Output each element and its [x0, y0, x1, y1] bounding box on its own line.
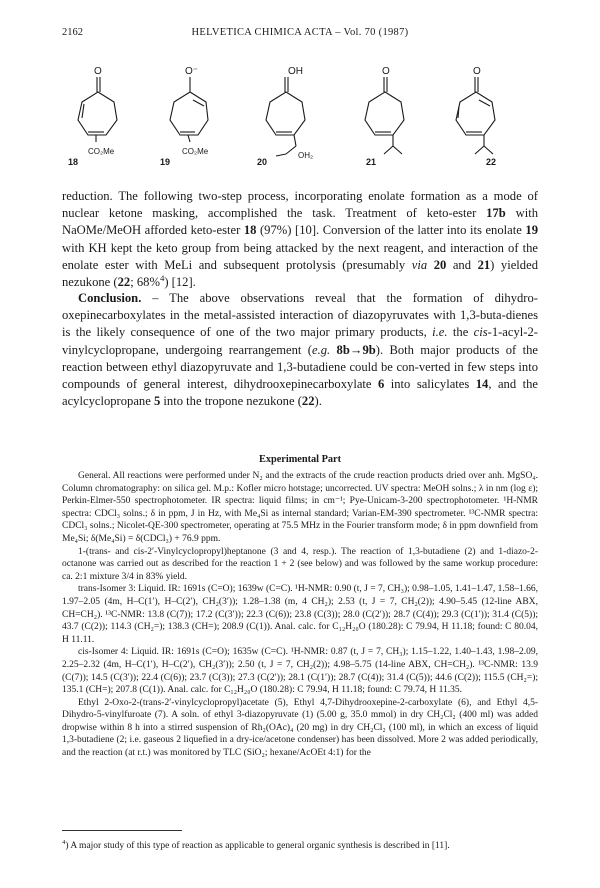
structure-21: [365, 66, 404, 167]
footnote-divider: [62, 830, 182, 831]
compound-ref: 18: [243, 223, 257, 238]
structure-18: [68, 66, 117, 167]
compound-ref: 6: [377, 377, 385, 392]
structure-20-top-label: OH: [288, 66, 303, 77]
page-number: 2162: [62, 27, 83, 38]
text: ; 68%: [130, 275, 160, 290]
compound-ref: 22: [301, 394, 315, 409]
text: ) [12].: [164, 275, 196, 290]
structure-19-number: 19: [160, 157, 171, 167]
section-heading: Conclusion.: [78, 291, 142, 305]
structure-21-number: 21: [366, 157, 377, 167]
paragraph-reduction: [62, 188, 538, 291]
footnote-text: ) A major study of this type of reaction as applicable to general organic synthesis is described in [11].: [65, 841, 450, 851]
structure-21-top-label: O: [382, 66, 390, 77]
text: with KH kept the keto group from being attacked by the next reagent, and interaction of the enolate ester with MeLi and subsequent protolysis (presumably: [62, 240, 538, 272]
compound-ref: 21: [477, 257, 491, 272]
experimental-heading: Experimental Part: [258, 454, 342, 465]
compound-ref: 19: [525, 223, 538, 238]
page-header: [62, 27, 538, 41]
structure-22: [456, 66, 496, 167]
text: and: [446, 257, 478, 272]
exp-paragraph: cis-Isomer 4: Liquid. IR: 1691s (C=O); 1635w (C=C). ¹H-NMR: 0.87 (t, J = 7, CH₃); 1.15–1.22, 1.40–1.43, 1.98–2.09, 2.25–2.32 (4m, H–C(1′), H–C(2′), CH₂(3′)); 2.50 (t, J = 7, CH₂(2)); 4.98–5.75 (14-line ABX, CH=CH₂). ¹³C-NMR: 13.9 (C(7)); 14.5 (C(3′)); 22.4 (C(6)); 23.7 (C(3)); 27.3 (C(2′)); 28.1 (C(1′)); 28.7 (C(4)); 31.4 (C(5)); 44.6 (C(2)); 115.5 (CH₂=); 135.1 (CH=); 207.8 (C(1)). Anal. calc. for C₁₂H₂₀O (180.28): C 79.94, H 11.18; found: C 79.74, H 11.35.: [62, 647, 538, 696]
text: with NaOMe/MeOH afforded keto-ester: [62, 206, 538, 238]
exp-paragraph: 1-(trans- and cis-2′-Vinylcyclopropyl)heptanone (3 and 4, resp.). The reaction of 1,3-butadiene (2) and 1-diazo-2-octanone was carried out as described for the reaction 1 + 2 (see below) and was followed by the same workup procedure: ca. 2:1 mixture 3/4 in 83% yield.: [62, 546, 538, 582]
paragraph-conclusion: [62, 290, 538, 410]
structure-22-top-label: O: [473, 66, 481, 77]
text: reduction. The following two-step process, incorporating enolate formation as a mode of nuclear ketone masking, accomplished the task. Treatment of keto-ester: [62, 189, 538, 221]
compound-ref: 17b: [486, 206, 506, 221]
structure-18-top-label: O: [94, 66, 102, 77]
structure-20-substituent: OH₂: [298, 151, 314, 160]
text: – The above observations reveal that the formation of dihydro-oxepinecarboxylates in the metal-assisted interaction of diazopyruvates with 1,3-buta-dienes is the likely consequence of one of the two major primary products,: [62, 291, 538, 340]
text: the: [447, 325, 474, 340]
text: via: [411, 257, 428, 272]
compound-ref: 14: [475, 377, 489, 392]
text: into the tropone nezukone (: [160, 394, 302, 409]
text: ) yielded nezukone (: [62, 257, 538, 290]
compound-ref: 20: [433, 257, 447, 272]
text: ).: [314, 394, 322, 409]
text: (97%) [10]. Conversion of the latter into its enolate: [256, 223, 526, 238]
text: e.g.: [312, 342, 331, 357]
compound-ref: 22: [117, 275, 131, 290]
compound-ref: 8b→9b: [336, 342, 376, 357]
experimental-part: [62, 470, 538, 760]
structure-18-substituent: CO₂Me: [88, 147, 115, 156]
text: into salicylates: [384, 377, 476, 392]
structure-19-top-label: O⁻: [185, 66, 199, 77]
footnote-mark: 4: [159, 272, 165, 283]
compound-ref: 5: [153, 394, 161, 409]
exp-paragraph: Ethyl 2-Oxo-2-(trans-2′-vinylcyclopropyl)acetate (5), Ethyl 4,7-Dihydrooxepine-2-carboxylate (6), and Ethyl 4,5-Dihydro-5-vinylfuroate (7). A soln. of ethyl 3-diazopyruvate (1) (5.00 g, 35.0 mmol) in dry CH₂Cl₂ (400 ml) was added dropwise within 8 h into a stirred suspension of Rh₂(OAc)₄ (20 mg) in dry CH₂Cl₂ (100 ml), in which an excess of liquid 1,3-butadiene (2; i.e. gaseous 2 liquefied in a dry-ice/acetone condenser) has been dissolved. More 2 was added periodically, and the reaction (at r.t.) was monitored by TLC (SiO₂; hexane/AcOEt 4:1) for the: [62, 697, 538, 759]
structure-18-number: 18: [68, 157, 79, 167]
structure-19-substituent: CO₂Me: [182, 147, 209, 156]
text: , and the acylcyclopropane: [62, 377, 539, 409]
text: cis: [473, 325, 488, 340]
footnote-mark: 4: [62, 838, 66, 846]
exp-paragraph: trans-Isomer 3: Liquid. IR: 1691s (C=O); 1639w (C=C). ¹H-NMR: 0.90 (t, J = 7, CH₃); 0.98–1.05, 1.41–1.47, 1.58–1.66, 1.97–2.05 (4m, H–C(1′), H–C(2′), CH₂(3′)); 1.28–1.38 (m, 4 CH₂); 2.53 (t, J = 7, CH₂(2)); 4.90–5.45 (12-line ABX, CH=CH₂). ¹³C-NMR: 13.8 (C(7)); 17.2 (C(3′)); 22.3 (C(6)); 23.8 (C(3)); 28.0 (C(2′)); 28.7 (C(4)); 29.3 (C(1′)); 31.4 (C(5)); 43.7 (C(2)); 114.3 (CH₂=); 138.3 (CH=); 208.9 (C(1)). Anal. calc. for C₁₂H₂₀O (180.28): C 79.94, H 11.18; found: C 80.04, H 11.11.: [62, 584, 539, 645]
chemical-structures: [62, 62, 538, 180]
text: ). Both major products of the reaction between ethyl diazopyruvate and 1,3-butadiene could be con-verted in few steps into compounds of general interest, dihydrooxepinecarboxylate: [62, 342, 538, 392]
exp-general: General. All reactions were performed under N₂ and the extracts of the crude reaction products dried over anh. MgSO₄. Column chromatography: on silica gel. M.p.: Kofler micro hotstage; uncorrected. UV spectra: MeOH solns.; λ in nm (log ε); Perkin-Elmer-550 spectrophotometer. IR spectra: liquid films; in cm⁻¹; Pye-Unicam-3-200 spectrophotometer. ¹H-NMR spectra: CDCl₃ solns.; δ in ppm, J in Hz, with Me₄Si as internal standard; Varian-EM-390 spectrometer. ¹³C-NMR spectra: CDCl₃ solns.; Nicolet-QE-300 spectrometer, operating at 75.5 MHz in the Fourier transform mode; δ in ppm downfield from Me₄Si; δ(Me₄Si) = δ(CDCl₃) + 76.9 ppm.: [62, 471, 538, 544]
text: -1-acyl-2-vinylcyclopropane, undergoing rearrangement (: [62, 325, 538, 357]
running-title: HELVETICA CHIMICA ACTA – Vol. 70 (1987): [191, 27, 409, 38]
structure-20-number: 20: [257, 157, 268, 167]
text: i.e.: [432, 325, 448, 340]
structure-20: [257, 66, 313, 167]
structure-22-number: 22: [486, 157, 497, 167]
structure-19: [160, 66, 209, 167]
footnote: [62, 840, 538, 852]
